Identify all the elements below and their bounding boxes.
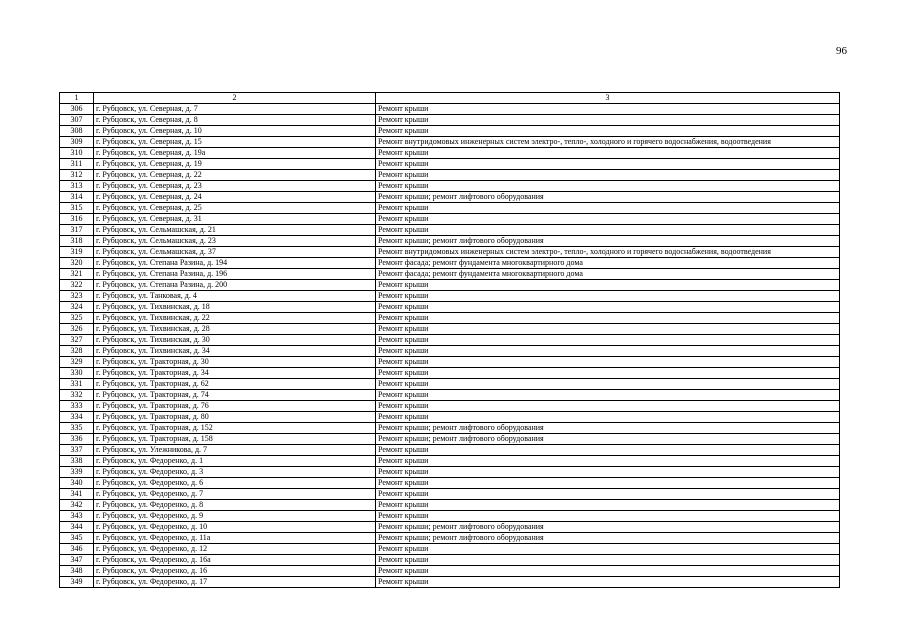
work-type-cell: Ремонт крыши xyxy=(376,302,840,313)
address-cell: г. Рубцовск, ул. Степана Разина, д. 194 xyxy=(94,258,376,269)
table-row xyxy=(60,159,840,170)
work-type-cell: Ремонт крыши xyxy=(376,445,840,456)
work-type-cell: Ремонт крыши; ремонт лифтового оборудования xyxy=(376,533,840,544)
work-type-cell: Ремонт крыши xyxy=(376,115,840,126)
table-row xyxy=(60,192,840,203)
row-number: 349 xyxy=(60,577,94,588)
address-cell: г. Рубцовск, ул. Сельмашская, д. 23 xyxy=(94,236,376,247)
row-number: 328 xyxy=(60,346,94,357)
address-cell: г. Рубцовск, ул. Тихвинская, д. 18 xyxy=(94,302,376,313)
table-row xyxy=(60,126,840,137)
work-type-cell: Ремонт крыши xyxy=(376,577,840,588)
work-type-cell: Ремонт крыши xyxy=(376,126,840,137)
work-type-cell: Ремонт крыши xyxy=(376,566,840,577)
table-row xyxy=(60,456,840,467)
row-number: 340 xyxy=(60,478,94,489)
address-cell: г. Рубцовск, ул. Федоренко, д. 1 xyxy=(94,456,376,467)
row-number: 325 xyxy=(60,313,94,324)
table-row xyxy=(60,280,840,291)
row-number: 319 xyxy=(60,247,94,258)
header-col-2: 2 xyxy=(94,93,376,104)
table-row xyxy=(60,170,840,181)
address-cell: г. Рубцовск, ул. Улежникова, д. 7 xyxy=(94,445,376,456)
table-row xyxy=(60,269,840,280)
row-number: 347 xyxy=(60,555,94,566)
address-cell: г. Рубцовск, ул. Сельмашская, д. 37 xyxy=(94,247,376,258)
address-cell: г. Рубцовск, ул. Северная, д. 31 xyxy=(94,214,376,225)
table-row xyxy=(60,302,840,313)
work-type-cell: Ремонт крыши xyxy=(376,159,840,170)
table-header-row xyxy=(60,93,840,104)
work-type-cell: Ремонт крыши xyxy=(376,379,840,390)
address-cell: г. Рубцовск, ул. Северная, д. 24 xyxy=(94,192,376,203)
table-row xyxy=(60,335,840,346)
row-number: 327 xyxy=(60,335,94,346)
table-row xyxy=(60,115,840,126)
table-row xyxy=(60,555,840,566)
row-number: 314 xyxy=(60,192,94,203)
row-number: 345 xyxy=(60,533,94,544)
address-cell: г. Рубцовск, ул. Тихвинская, д. 30 xyxy=(94,335,376,346)
work-type-cell: Ремонт крыши xyxy=(376,313,840,324)
work-type-cell: Ремонт крыши; ремонт лифтового оборудования xyxy=(376,423,840,434)
address-cell: г. Рубцовск, ул. Северная, д. 7 xyxy=(94,104,376,115)
row-number: 322 xyxy=(60,280,94,291)
row-number: 336 xyxy=(60,434,94,445)
table-row xyxy=(60,390,840,401)
address-cell: г. Рубцовск, ул. Федоренко, д. 16 xyxy=(94,566,376,577)
work-type-cell: Ремонт крыши; ремонт лифтового оборудования xyxy=(376,434,840,445)
table-row xyxy=(60,313,840,324)
address-cell: г. Рубцовск, ул. Тракторная, д. 158 xyxy=(94,434,376,445)
table-row xyxy=(60,434,840,445)
row-number: 315 xyxy=(60,203,94,214)
row-number: 344 xyxy=(60,522,94,533)
table-row xyxy=(60,258,840,269)
table-row xyxy=(60,225,840,236)
work-type-cell: Ремонт крыши xyxy=(376,148,840,159)
address-cell: г. Рубцовск, ул. Тракторная, д. 152 xyxy=(94,423,376,434)
table-row xyxy=(60,401,840,412)
table-row xyxy=(60,137,840,148)
table-body xyxy=(60,93,840,588)
header-col-1: 1 xyxy=(60,93,94,104)
address-cell: г. Рубцовск, ул. Федоренко, д. 7 xyxy=(94,489,376,500)
row-number: 335 xyxy=(60,423,94,434)
header-col-3: 3 xyxy=(376,93,840,104)
row-number: 323 xyxy=(60,291,94,302)
work-type-cell: Ремонт внутридомовых инженерных систем электро-, тепло-, холодного и горячего водоснабжения, водоотведения xyxy=(376,137,840,148)
row-number: 337 xyxy=(60,445,94,456)
table-row xyxy=(60,291,840,302)
table-row xyxy=(60,214,840,225)
table-row xyxy=(60,412,840,423)
row-number: 333 xyxy=(60,401,94,412)
work-type-cell: Ремонт крыши xyxy=(376,280,840,291)
table-row xyxy=(60,500,840,511)
address-cell: г. Рубцовск, ул. Тракторная, д. 62 xyxy=(94,379,376,390)
work-type-cell: Ремонт крыши xyxy=(376,214,840,225)
row-number: 310 xyxy=(60,148,94,159)
address-cell: г. Рубцовск, ул. Степана Разина, д. 200 xyxy=(94,280,376,291)
page-number: 96 xyxy=(836,45,847,57)
row-number: 318 xyxy=(60,236,94,247)
table-row xyxy=(60,566,840,577)
work-type-cell: Ремонт крыши; ремонт лифтового оборудования xyxy=(376,192,840,203)
row-number: 338 xyxy=(60,456,94,467)
address-cell: г. Рубцовск, ул. Федоренко, д. 12 xyxy=(94,544,376,555)
table-row xyxy=(60,577,840,588)
work-type-cell: Ремонт крыши xyxy=(376,335,840,346)
row-number: 308 xyxy=(60,126,94,137)
address-cell: г. Рубцовск, ул. Федоренко, д. 11а xyxy=(94,533,376,544)
work-type-cell: Ремонт крыши xyxy=(376,390,840,401)
address-cell: г. Рубцовск, ул. Северная, д. 8 xyxy=(94,115,376,126)
work-type-cell: Ремонт фасада; ремонт фундамента многоквартирного дома xyxy=(376,269,840,280)
row-number: 307 xyxy=(60,115,94,126)
row-number: 321 xyxy=(60,269,94,280)
address-cell: г. Рубцовск, ул. Федоренко, д. 10 xyxy=(94,522,376,533)
row-number: 326 xyxy=(60,324,94,335)
work-type-cell: Ремонт крыши xyxy=(376,500,840,511)
row-number: 334 xyxy=(60,412,94,423)
work-type-cell: Ремонт крыши xyxy=(376,346,840,357)
address-cell: г. Рубцовск, ул. Тракторная, д. 30 xyxy=(94,357,376,368)
row-number: 311 xyxy=(60,159,94,170)
work-type-cell: Ремонт фасада; ремонт фундамента многоквартирного дома xyxy=(376,258,840,269)
row-number: 324 xyxy=(60,302,94,313)
address-cell: г. Рубцовск, ул. Тракторная, д. 34 xyxy=(94,368,376,379)
table-row xyxy=(60,489,840,500)
work-type-cell: Ремонт крыши xyxy=(376,225,840,236)
table-row xyxy=(60,148,840,159)
work-type-cell: Ремонт крыши xyxy=(376,544,840,555)
work-type-cell: Ремонт крыши xyxy=(376,368,840,379)
row-number: 348 xyxy=(60,566,94,577)
table-row xyxy=(60,104,840,115)
table-row xyxy=(60,445,840,456)
row-number: 306 xyxy=(60,104,94,115)
table-row xyxy=(60,379,840,390)
address-cell: г. Рубцовск, ул. Северная, д. 23 xyxy=(94,181,376,192)
row-number: 329 xyxy=(60,357,94,368)
work-type-cell: Ремонт крыши xyxy=(376,324,840,335)
address-cell: г. Рубцовск, ул. Тихвинская, д. 28 xyxy=(94,324,376,335)
table-row xyxy=(60,181,840,192)
table-row xyxy=(60,544,840,555)
work-type-cell: Ремонт внутридомовых инженерных систем электро-, тепло-, холодного и горячего водоснабжения, водоотведения xyxy=(376,247,840,258)
table-row xyxy=(60,247,840,258)
work-type-cell: Ремонт крыши xyxy=(376,181,840,192)
table-row xyxy=(60,467,840,478)
work-type-cell: Ремонт крыши xyxy=(376,357,840,368)
work-type-cell: Ремонт крыши xyxy=(376,511,840,522)
repair-table xyxy=(59,92,840,588)
table-row xyxy=(60,368,840,379)
address-cell: г. Рубцовск, ул. Тихвинская, д. 34 xyxy=(94,346,376,357)
table-row xyxy=(60,511,840,522)
address-cell: г. Рубцовск, ул. Тракторная, д. 80 xyxy=(94,412,376,423)
address-cell: г. Рубцовск, ул. Федоренко, д. 9 xyxy=(94,511,376,522)
table-row xyxy=(60,522,840,533)
row-number: 343 xyxy=(60,511,94,522)
table-row xyxy=(60,236,840,247)
address-cell: г. Рубцовск, ул. Северная, д. 10 xyxy=(94,126,376,137)
table-row xyxy=(60,324,840,335)
row-number: 320 xyxy=(60,258,94,269)
work-type-cell: Ремонт крыши xyxy=(376,478,840,489)
work-type-cell: Ремонт крыши; ремонт лифтового оборудования xyxy=(376,522,840,533)
work-type-cell: Ремонт крыши xyxy=(376,170,840,181)
address-cell: г. Рубцовск, ул. Федоренко, д. 16а xyxy=(94,555,376,566)
work-type-cell: Ремонт крыши xyxy=(376,489,840,500)
address-cell: г. Рубцовск, ул. Федоренко, д. 17 xyxy=(94,577,376,588)
table-row xyxy=(60,357,840,368)
table-row xyxy=(60,423,840,434)
row-number: 312 xyxy=(60,170,94,181)
row-number: 309 xyxy=(60,137,94,148)
address-cell: г. Рубцовск, ул. Северная, д. 19а xyxy=(94,148,376,159)
row-number: 317 xyxy=(60,225,94,236)
row-number: 331 xyxy=(60,379,94,390)
address-cell: г. Рубцовск, ул. Северная, д. 19 xyxy=(94,159,376,170)
table-row xyxy=(60,346,840,357)
row-number: 313 xyxy=(60,181,94,192)
row-number: 339 xyxy=(60,467,94,478)
address-cell: г. Рубцовск, ул. Сельмашская, д. 21 xyxy=(94,225,376,236)
row-number: 341 xyxy=(60,489,94,500)
address-cell: г. Рубцовск, ул. Федоренко, д. 6 xyxy=(94,478,376,489)
address-cell: г. Рубцовск, ул. Тракторная, д. 76 xyxy=(94,401,376,412)
row-number: 342 xyxy=(60,500,94,511)
work-type-cell: Ремонт крыши xyxy=(376,291,840,302)
row-number: 332 xyxy=(60,390,94,401)
work-type-cell: Ремонт крыши xyxy=(376,467,840,478)
table-row xyxy=(60,533,840,544)
row-number: 346 xyxy=(60,544,94,555)
address-cell: г. Рубцовск, ул. Степана Разина, д. 196 xyxy=(94,269,376,280)
address-cell: г. Рубцовск, ул. Северная, д. 15 xyxy=(94,137,376,148)
work-type-cell: Ремонт крыши xyxy=(376,456,840,467)
table-row xyxy=(60,203,840,214)
work-type-cell: Ремонт крыши xyxy=(376,412,840,423)
address-cell: г. Рубцовск, ул. Северная, д. 22 xyxy=(94,170,376,181)
address-cell: г. Рубцовск, ул. Федоренко, д. 8 xyxy=(94,500,376,511)
address-cell: г. Рубцовск, ул. Танковая, д. 4 xyxy=(94,291,376,302)
work-type-cell: Ремонт крыши; ремонт лифтового оборудования xyxy=(376,236,840,247)
address-cell: г. Рубцовск, ул. Северная, д. 25 xyxy=(94,203,376,214)
work-type-cell: Ремонт крыши xyxy=(376,555,840,566)
row-number: 330 xyxy=(60,368,94,379)
work-type-cell: Ремонт крыши xyxy=(376,203,840,214)
work-type-cell: Ремонт крыши xyxy=(376,104,840,115)
table-row xyxy=(60,478,840,489)
address-cell: г. Рубцовск, ул. Тракторная, д. 74 xyxy=(94,390,376,401)
address-cell: г. Рубцовск, ул. Федоренко, д. 3 xyxy=(94,467,376,478)
work-type-cell: Ремонт крыши xyxy=(376,401,840,412)
row-number: 316 xyxy=(60,214,94,225)
address-cell: г. Рубцовск, ул. Тихвинская, д. 22 xyxy=(94,313,376,324)
